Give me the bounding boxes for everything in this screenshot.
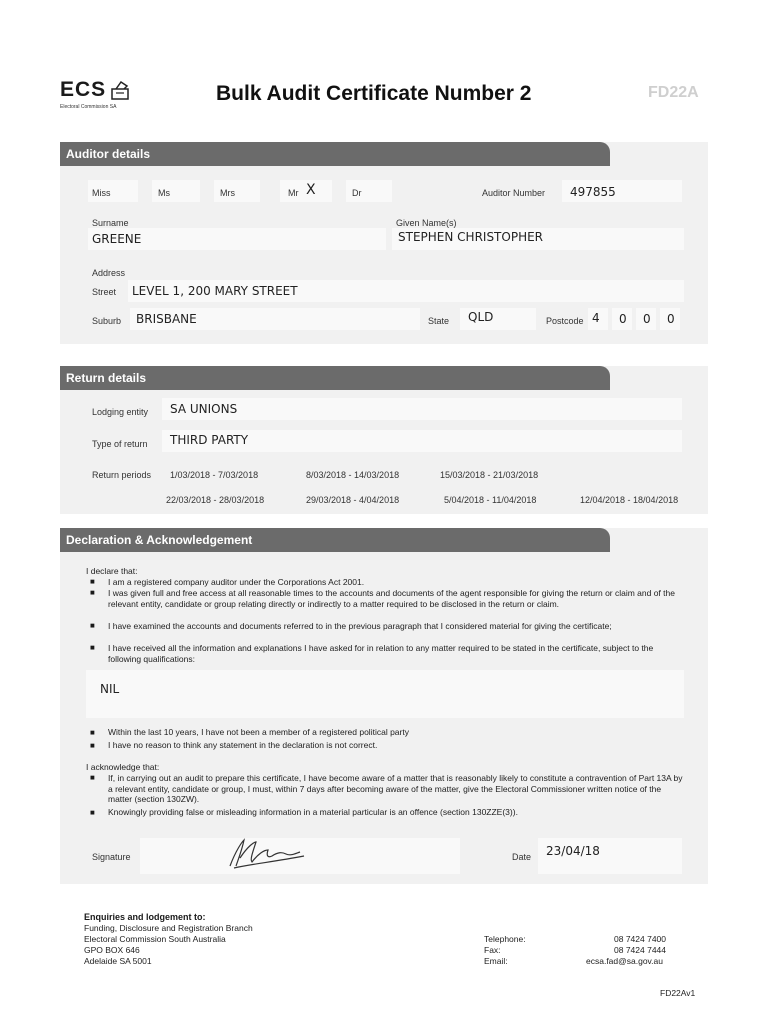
page-title: Bulk Audit Certificate Number 2 <box>216 82 532 105</box>
street-value: LEVEL 1, 200 MARY STREET <box>132 284 298 298</box>
type-of-return-label: Type of return <box>92 439 148 449</box>
logo-text: ECS <box>60 78 107 101</box>
footer-address-line-4: Adelaide SA 5001 <box>84 956 152 966</box>
footer-address-line-2: Electoral Commission South Australia <box>84 934 226 944</box>
type-of-return-value: THIRD PARTY <box>170 433 249 447</box>
address-label: Address <box>92 268 126 278</box>
declaration-item-6: I have no reason to think any statement in the declaration is not correct. <box>108 740 378 750</box>
acknowledge-item-2: Knowingly providing false or misleading information in a material particular is an offence (section 130ZZE(3)). <box>108 807 518 817</box>
suburb-value: BRISBANE <box>136 312 197 326</box>
postcode-digit-4: 0 <box>667 312 675 326</box>
title-dr-label: Dr <box>352 188 362 198</box>
lodging-entity-field[interactable] <box>162 398 682 420</box>
acknowledge-bullet: ■ <box>90 773 95 782</box>
given-names-value: STEPHEN CHRISTOPHER <box>398 230 544 244</box>
declaration-item-1: I am a registered company auditor under the Corporations Act 2001. <box>108 577 365 587</box>
footer-heading: Enquiries and lodgement to: <box>84 912 206 922</box>
street-label: Street <box>92 287 117 297</box>
declaration-item-2: I was given full and free access at all reasonable times to the accounts and documents of the agent responsible for giving the return or claim and of the relevant entity, candidate or group relating directly or indirectly to a matter required to be disclosed in the return or claim. <box>108 588 675 609</box>
return-section-title: Return details <box>66 371 147 385</box>
form-code: FD22A <box>648 84 699 101</box>
email-value[interactable]: ecsa.fad@sa.gov.au <box>586 956 663 966</box>
declaration-section-header <box>60 528 610 552</box>
title-selected-mark: X <box>306 182 316 198</box>
footer-address-line-1: Funding, Disclosure and Registration Branch <box>84 923 253 933</box>
auditor-number-label: Auditor Number <box>482 188 546 198</box>
return-period-4: 22/03/2018 - 28/03/2018 <box>166 495 265 505</box>
lodging-entity-label: Lodging entity <box>92 407 149 417</box>
qualifications-value: NIL <box>100 682 120 696</box>
declaration-bullet: ■ <box>90 577 95 586</box>
acknowledge-item-1: If, in carrying out an audit to prepare this certificate, I have become aware of a matter that is reasonably likely to constitute a contravention of Part 13A by a relevant entity, candidate or group, I must, within 7 days after becoming aware of the matter, give the Electoral Commissioner written notice of the matter (section 130ZW). <box>108 773 683 804</box>
postcode-label: Postcode <box>546 316 584 326</box>
declaration-item-3: I have examined the accounts and documents referred to in the previous paragraph that I considered material for giving the certificate; <box>108 621 612 631</box>
return-period-2: 8/03/2018 - 14/03/2018 <box>306 470 400 480</box>
acknowledge-bullet: ■ <box>90 808 95 817</box>
declaration-bullet: ■ <box>90 643 95 652</box>
return-section-header <box>60 366 610 390</box>
telephone-value: 08 7424 7400 <box>614 934 666 944</box>
given-names-label: Given Name(s) <box>396 218 457 228</box>
declaration-bullet: ■ <box>90 741 95 750</box>
return-period-1: 1/03/2018 - 7/03/2018 <box>170 470 259 480</box>
surname-value: GREENE <box>92 232 142 246</box>
auditor-number-value: 497855 <box>570 185 616 199</box>
state-label: State <box>428 316 450 326</box>
auditor-section-title: Auditor details <box>66 147 151 161</box>
state-value: QLD <box>468 310 494 324</box>
email-label: Email: <box>484 956 508 966</box>
title-mr-label: Mr <box>288 188 299 198</box>
telephone-label: Telephone: <box>484 934 526 944</box>
footer-address-line-3: GPO BOX 646 <box>84 945 140 955</box>
return-period-6: 5/04/2018 - 11/04/2018 <box>444 495 537 505</box>
form-version: FD22Av1 <box>660 988 696 998</box>
title-ms-label: Ms <box>158 188 170 198</box>
declaration-bullet: ■ <box>90 621 95 630</box>
signature-scribble <box>222 836 312 872</box>
signature-label: Signature <box>92 852 131 862</box>
fax-value: 08 7424 7444 <box>614 945 666 955</box>
declaration-item-4: I have received all the information and explanations I have asked for in relation to any matter required to be stated in the certificate, subject to the following qualifications: <box>108 643 654 664</box>
qualifications-field[interactable] <box>86 670 684 718</box>
declaration-bullet: ■ <box>90 588 95 597</box>
declaration-item-5: Within the last 10 years, I have not been a member of a registered political party <box>108 727 409 737</box>
postcode-digit-3: 0 <box>643 312 651 326</box>
return-period-5: 29/03/2018 - 4/04/2018 <box>306 495 400 505</box>
logo-subtitle: Electoral Commission SA <box>60 104 117 110</box>
auditor-section-header <box>60 142 610 166</box>
lodging-entity-value: SA UNIONS <box>170 402 238 416</box>
declaration-bullet: ■ <box>90 728 95 737</box>
declaration-section-title: Declaration & Acknowledgement <box>66 533 253 547</box>
date-label: Date <box>512 852 532 862</box>
postcode-digit-1: 4 <box>592 311 600 325</box>
date-value: 23/04/18 <box>546 844 600 858</box>
title-mrs-label: Mrs <box>220 188 235 198</box>
return-periods-label: Return periods <box>92 470 152 480</box>
acknowledge-intro: I acknowledge that: <box>86 762 160 772</box>
title-miss-label: Miss <box>92 188 111 198</box>
return-period-3: 15/03/2018 - 21/03/2018 <box>440 470 539 480</box>
ecsa-logo <box>58 78 138 112</box>
fax-label: Fax: <box>484 945 501 955</box>
postcode-digit-2: 0 <box>619 312 627 326</box>
declaration-intro: I declare that: <box>86 566 138 576</box>
suburb-label: Suburb <box>92 316 122 326</box>
return-period-7: 12/04/2018 - 18/04/2018 <box>580 495 679 505</box>
ballot-box-icon <box>110 80 132 102</box>
surname-label: Surname <box>92 218 129 228</box>
